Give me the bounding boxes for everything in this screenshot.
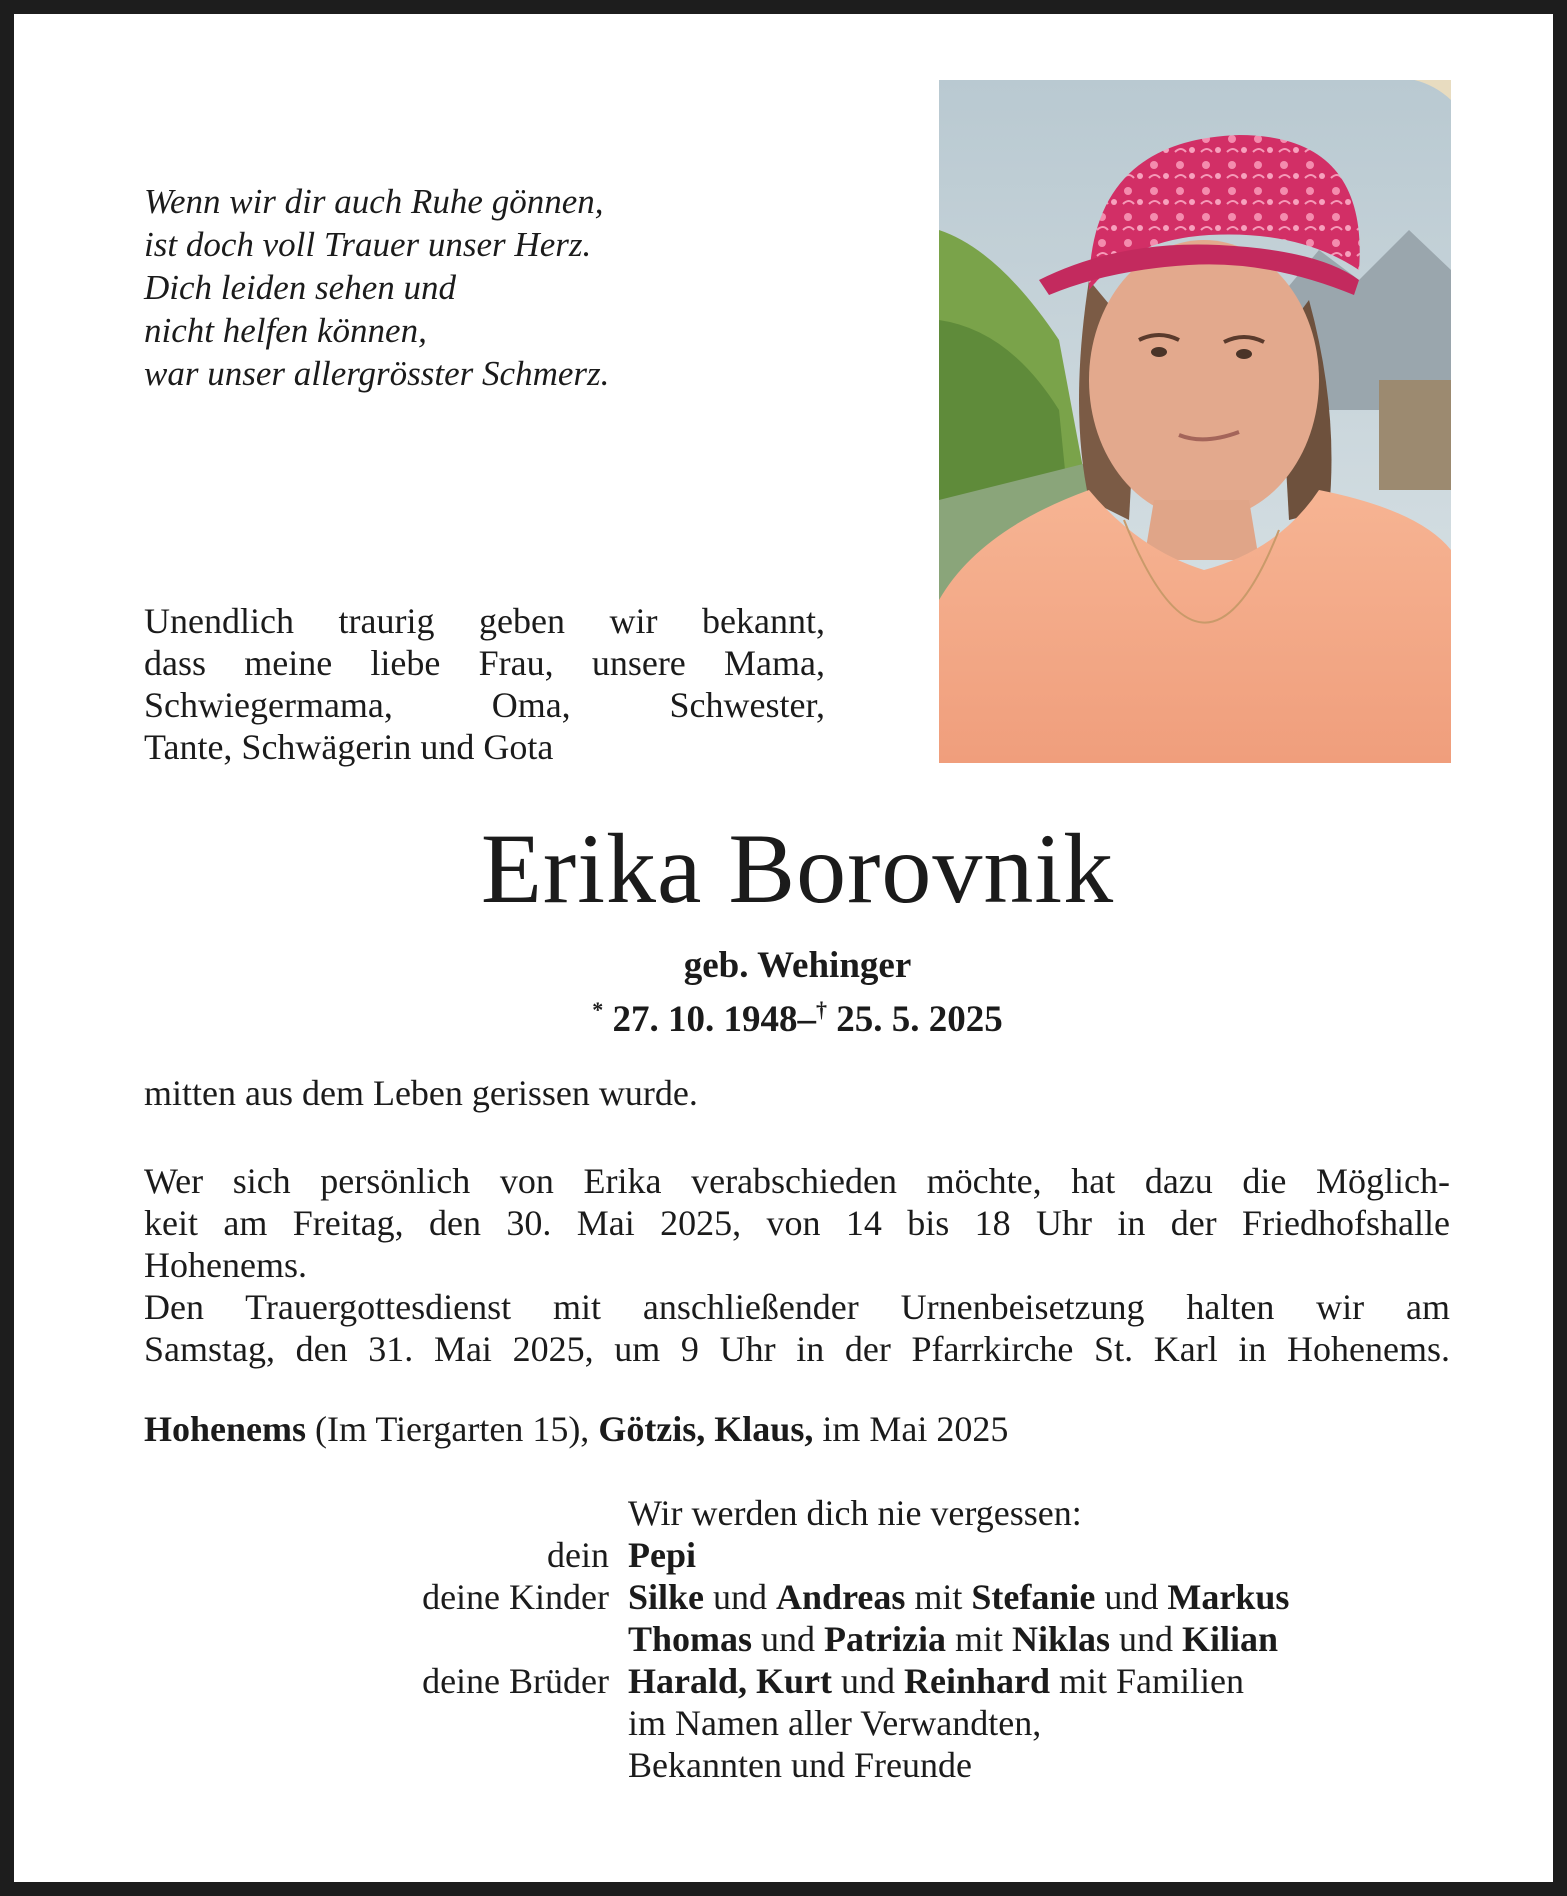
partner-name: Andreas — [776, 1577, 906, 1617]
announcement-line: Unendlich traurig geben wir bekannt, — [144, 601, 825, 641]
conjunction: und — [1110, 1619, 1183, 1659]
grandchild-name: Niklas — [1012, 1619, 1111, 1659]
poem-line: Wenn wir dir auch Ruhe gönnen, — [144, 182, 604, 221]
poem-line: nicht helfen können, — [144, 311, 427, 350]
brother-names: Harald, Kurt — [628, 1661, 832, 1701]
conjunction: mit — [905, 1577, 972, 1617]
paragraph-line: keit am Freitag, den 30. Mai 2025, von 14 bis 18 Uhr in der Friedhofshalle — [144, 1203, 1450, 1243]
town: Hohenems — [144, 1409, 306, 1449]
conjunction: und — [832, 1661, 904, 1701]
month-date: im Mai 2025 — [813, 1409, 1009, 1449]
children-label: deine Kinder — [422, 1577, 609, 1617]
husband-name: Pepi — [628, 1535, 696, 1575]
child-name: Silke — [628, 1577, 705, 1617]
poem-line: ist doch voll Trauer unser Herz. — [144, 225, 592, 264]
date-dash: – — [797, 999, 816, 1040]
closing-line: im Namen aller Verwandten, — [628, 1703, 1042, 1743]
signature-intro: Wir werden dich nie vergessen: — [628, 1493, 1082, 1533]
announcement-line: Schwiegermama, Oma, Schwester, — [144, 685, 825, 725]
portrait-illustration — [939, 80, 1451, 763]
paragraph-2 — [144, 1160, 1450, 1286]
conjunction: und — [704, 1577, 777, 1617]
paragraph-line: Den Trauergottesdienst mit anschließender Urnenbeisetzung halten wir am — [144, 1287, 1450, 1327]
husband-label: dein — [547, 1535, 609, 1575]
brothers-label: deine Brüder — [422, 1661, 609, 1701]
life-dates — [14, 988, 1567, 1042]
conjunction: und — [752, 1619, 825, 1659]
child-name: Thomas — [628, 1619, 753, 1659]
place-date-line — [144, 1408, 1450, 1450]
towns: Götzis, Klaus, — [598, 1409, 814, 1449]
birth-symbol: * — [592, 997, 604, 1022]
signature-block — [14, 1492, 1567, 1786]
paragraph-line: Samstag, den 31. Mai 2025, um 9 Uhr in der Pfarrkirche St. Karl in Hohenems. — [144, 1329, 1450, 1369]
paragraph-1 — [144, 1072, 1450, 1114]
announcement-line: dass meine liebe Frau, unsere Mama, — [144, 643, 825, 683]
conjunction: mit — [945, 1619, 1012, 1659]
portrait-photo — [939, 80, 1451, 763]
poem-line: Dich leiden sehen und — [144, 268, 456, 307]
death-date: 25. 5. 2025 — [836, 999, 1003, 1040]
poem-line: war unser allergrösster Schmerz. — [144, 354, 610, 393]
conjunction: und — [1095, 1577, 1168, 1617]
paragraph-line: Hohenems. — [144, 1245, 307, 1285]
grandchild-name: Kilian — [1182, 1619, 1279, 1659]
brother-name: Reinhard — [904, 1661, 1051, 1701]
grandchild-name: Markus — [1167, 1577, 1290, 1617]
paragraph-line: mitten aus dem Leben gerissen wurde. — [144, 1073, 698, 1113]
partner-name: Patrizia — [824, 1619, 946, 1659]
death-symbol: † — [816, 997, 827, 1022]
deceased-name: Erika Borovnik — [480, 813, 1115, 924]
poem — [144, 180, 609, 395]
announcement — [144, 600, 825, 768]
announcement-line: Tante, Schwägerin und Gota — [144, 727, 554, 767]
birth-name: geb. Wehinger — [683, 945, 912, 986]
address: (Im Tiergarten 15), — [306, 1409, 599, 1449]
birth-date: 27. 10. 1948 — [612, 999, 798, 1040]
grandchild-name: Stefanie — [971, 1577, 1096, 1617]
paragraph-3 — [144, 1286, 1450, 1370]
closing-line: Bekannten und Freunde — [628, 1745, 972, 1785]
paragraph-line: Wer sich persönlich von Erika verabschieden möchte, hat dazu die Möglich- — [144, 1161, 1450, 1201]
families-text: mit Familien — [1050, 1661, 1245, 1701]
